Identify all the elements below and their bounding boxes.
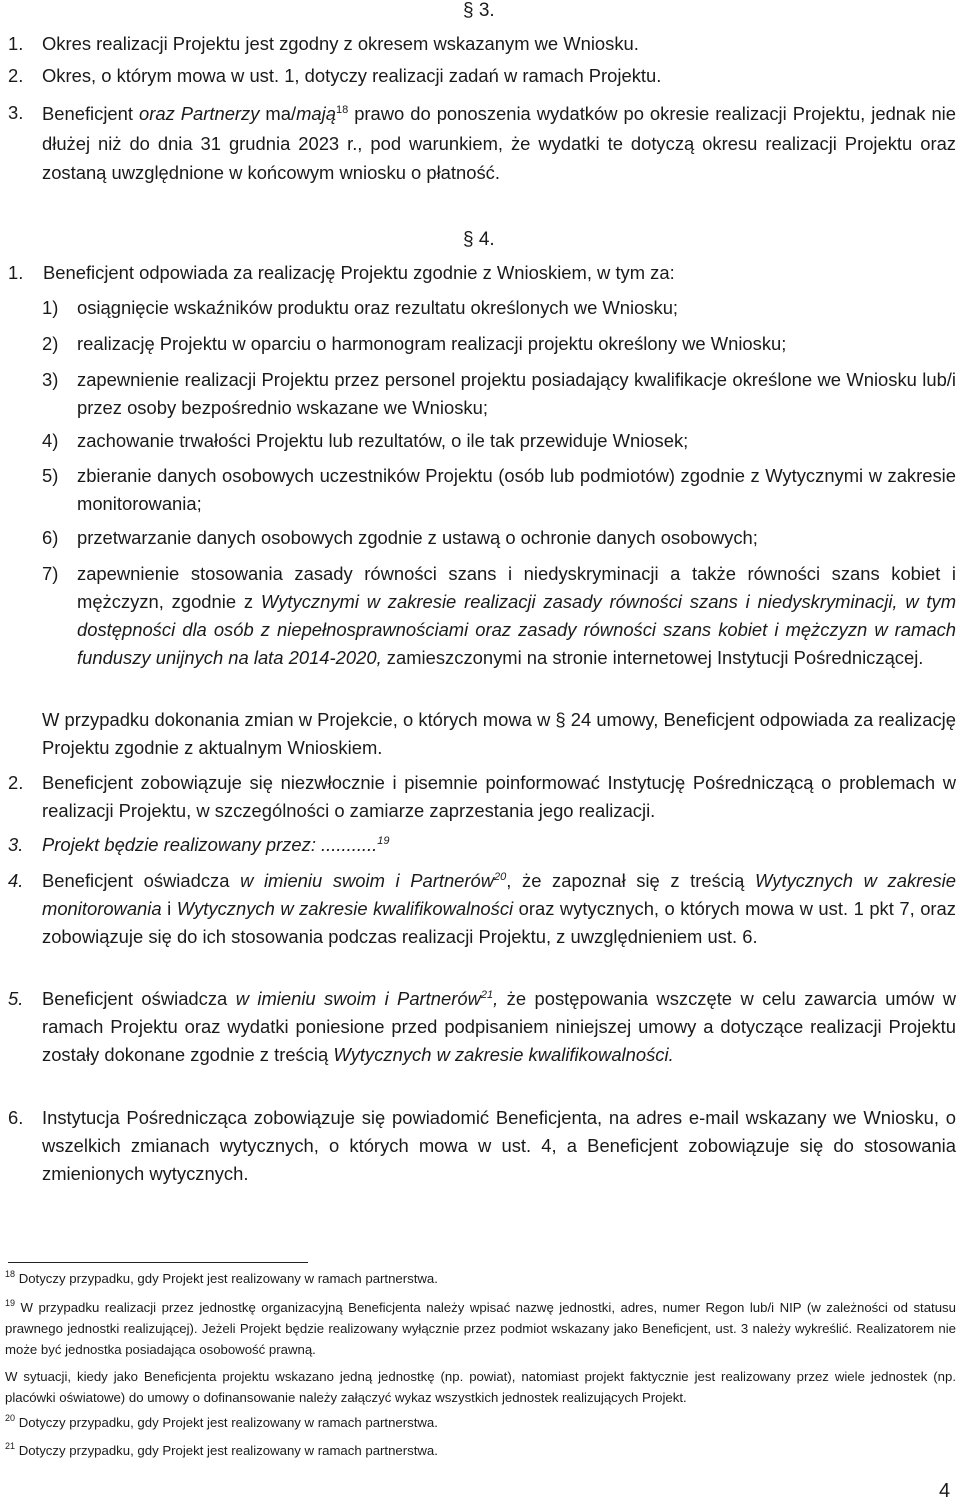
footnote-21: $^{21}$ Dotyczy przypadku, gdy Projekt jest realizowany w ramach partnerstwa. bbox=[5, 1441, 438, 1458]
s3-item-3 bbox=[8, 99, 956, 189]
s4-subitem-6-text: przetwarzanie danych osobowych zgodnie z ustawą o ochronie danych osobowych; bbox=[77, 527, 758, 548]
s4-item-1 bbox=[8, 259, 956, 287]
s4-item-6-text: Instytucja Pośrednicząca zobowiązuje się powiadomić Beneficjenta, na adres e-mail wskazany we Wniosku, o wszelkich zmianach wytycznych, o których mowa w ust. 4, a Beneficjent zobowiązuje się do stosowania zmienionych wytycznych. bbox=[42, 1107, 956, 1184]
footnote-19: $^{19}$ W przypadku realizacji przez jednostkę organizacyjną Beneficjenta należy wpisać nazwę jednostki, adres, numer Regon lub/i NIP (w zależności od statusu prawnego jednostki realizującej). Jeżeli Projekt będzie realizowany wyłącznie przez podmiot wskazany jako Beneficjent, ust. 3 należy wykreślić. Realizatorem nie może być jednostka posiadająca osobowość prawną. bbox=[5, 1298, 956, 1357]
section-4-heading: § 4. bbox=[463, 229, 495, 250]
footnote-separator bbox=[8, 1262, 308, 1263]
s4-subitem-7-text: zapewnienie stosowania zasady równości szans i niedyskryminacji a także równości szans kobiet i mężczyzn, zgodnie z Wytycznymi w zakresie realizacji zasady równości szans i niedyskryminacji, w tym dostępności dla osób z niepełnosprawnościami oraz zasady równości szans kobiet i mężczyzn w ramach funduszy unijnych na lata 2014-2020, zamieszczonymi na stronie internetowej Instytucji Pośredniczącej. bbox=[77, 563, 957, 668]
s3-item-1 bbox=[8, 30, 956, 58]
footnote-19-extra: W sytuacji, kiedy jako Beneficjenta projektu wskazano jedną jednostkę (np. powiat), natomiast projekt faktycznie jest realizowany przez wiele jednostek (np. placówki oświatowe) do umowy o dofinansowanie należy załączyć wykaz wszystkich jednostek realizujących Projekt. bbox=[5, 1369, 956, 1405]
s3-item-1-text: Okres realizacji Projektu jest zgodny z okresem wskazanym we Wniosku. bbox=[42, 33, 639, 54]
s4-item-1-num: 1. bbox=[8, 262, 24, 283]
page-number: 4 bbox=[939, 1480, 951, 1502]
s4-subitem-5-text: zbieranie danych osobowych uczestników Projektu (osób lub podmiotów) zgodnie z Wytycznymi w zakresie monitorowania; bbox=[77, 465, 956, 514]
footnote-ref-20[interactable]: 20 bbox=[494, 871, 507, 883]
section-3-heading: § 3. bbox=[463, 0, 495, 21]
s4-subitem-2-text: realizację Projektu w oparciu o harmonogram realizacji projektu określony we Wniosku; bbox=[77, 333, 787, 354]
s4-item-1-text: Beneficjent odpowiada za realizację Projektu zgodnie z Wnioskiem, w tym za: bbox=[43, 262, 675, 283]
footnote-ref-21[interactable]: 21 bbox=[480, 989, 494, 1001]
s4-subitem-4-text: zachowanie trwałości Projektu lub rezultatów, o ile tak przewiduje Wniosek; bbox=[77, 430, 689, 451]
s4-item-3-text: Projekt będzie realizowany przez: ...........$^{19}$ bbox=[42, 834, 390, 855]
footnote-ref-18[interactable]: 18 bbox=[335, 104, 349, 116]
s3-item-1-num: 1. bbox=[8, 33, 24, 54]
s4-item-1-closing: W przypadku dokonania zmian w Projekcie, o których mowa w § 24 umowy, Beneficjent odpowiada za realizację Projektu zgodnie z aktualnym Wnioskiem. bbox=[42, 709, 956, 758]
footnote-20: $^{20}$ Dotyczy przypadku, gdy Projekt jest realizowany w ramach partnerstwa. bbox=[5, 1413, 438, 1430]
s3-item-2-text: Okres, o którym mowa w ust. 1, dotyczy realizacji zadań w ramach Projektu. bbox=[42, 65, 662, 86]
s3-item-3-text: Beneficjent oraz Partnerzy ma/mają$^{18}$ prawo do ponoszenia wydatków po okresie realizacji Projektu, jednak nie dłużej niż do dnia 31 grudnia 2023 r., pod warunkiem, że wydatki te dotyczą okresu realizacji Projektu oraz zostaną uwzględnione w końcowym wniosku o płatność. bbox=[42, 103, 956, 183]
s4-subitem-3-text: zapewnienie realizacji Projektu przez personel projektu posiadający kwalifikacje określone we Wniosku lub/i przez osoby bezpośrednio wskazane we Wniosku; bbox=[77, 369, 956, 418]
document-page: § 3. 1. Okres realizacji Projektu jest zgodny z okresem wskazanym we Wniosku. 2. Okres, o którym mowa w ust. 1, dotyczy realizacji zadań w ramach Projektu. 3. Beneficjent oraz Partnerzy ma/mają$^{18}$ prawo do ponoszenia wydatków po okresie realizacji Projektu, jednak nie dłużej niż do dnia 31 grudnia 2023 r., pod warunkiem, że wydatki te dotyczą okresu realizacji Projektu oraz zostaną uwzględnione w końcowym wniosku o płatność. § 4. 1. Beneficjent odpowiada za realizację Projektu zgodnie z Wnioskiem, w tym za: 1) osiągnięcie wskaźników produktu oraz rezultatu określonych we Wniosku; 2) realizację Projektu w oparciu o harmonogram realizacji projektu określony we Wniosku; 3) zapewnienie realizacji Projektu przez personel projektu posiadający kwalifikacje określone we Wniosku lub/i przez osoby bezpośrednio wskazane we Wniosku; 4) zachowanie trwałości Projektu lub rezultatów, o ile tak przewiduje Wniosek; 5) zbieranie danych osobowych uczestników Projektu (osób lub podmiotów) zgodnie z Wytycznymi w zakresie monitorowania; 6) przetwarzanie danych osobowych zgodnie z ustawą o ochronie danych osobowych; 7) zapewnienie stosowania zasady równości szans i niedyskryminacji a także równości szans kobiet i mężczyzn, zgodnie z Wytycznymi w zakresie realizacji zasady równości szans i niedyskryminacji, w tym dostępności dla osób z niepełnosprawnościami oraz zasady równości szans kobiet i mężczyzn w ramach funduszy unijnych na lata 2014-2020, zamieszczonymi na stronie internetowej Instytucji Pośredniczącej. W przypadku dokonania zmian w Projekcie, o których mowa w § 24 umowy, Beneficjent odpowiada za realizację Projektu zgodnie z aktualnym Wnioskiem. 2. Beneficjent zobowiązuje się niezwłocznie i pisemnie poinformować Instytucję Pośredniczącą o problemach w realizacji Projektu, w szczególności o zamiarze zaprzestania jego realizacji. 3. Projekt będzie realizowany przez: ...........$^{19}$ 4. Beneficjent oświadcza w imieniu swoim i Partnerów$^{20}$, że zapoznał się z treścią Wytycznych w zakresie monitorowania i Wytycznych w zakresie kwalifikowalności oraz wytycznych, o których mowa w ust. 1 pkt 7, oraz zobowiązuje się do ich stosowania podczas realizacji Projektu, z uwzględnieniem ust. 6. 5. Beneficjent oświadcza w imieniu swoim i Partnerów$^{21}$, że postępowania wszczęte w celu zawarcia umów w ramach Projektu oraz wydatki poniesione przed podpisaniem niniejszej umowy a dotyczące realizacji Projektu zostały dokonane zgodnie z treścią Wytycznych w zakresie kwalifikowalności. 6. Instytucja Pośrednicząca zobowiązuje się powiadomić Beneficjenta, na adres e-mail wskazany we Wniosku, o wszelkich zmianach wytycznych, o których mowa w ust. 4, a Beneficjent zobowiązuje się do stosowania zmienionych wytycznych. $^{18}$ Dotyczy przypadku, gdy Projekt jest realizowany w ramach partnerstwa. $^{19}$ W przypadku realizacji przez jednostkę organizacyjną Beneficjenta należy wpisać nazwę jednostki, adres, numer Regon lub/i NIP (w zależności od statusu prawnego jednostki realizującej). Jeżeli Projekt będzie realizowany wyłącznie przez podmiot wskazany jako Beneficjent, ust. 3 należy wykreślić. Realizatorem nie może być jednostka posiadająca osobowość prawną. W sytuacji, kiedy jako Beneficjenta projektu wskazano jedną jednostkę (np. powiat), natomiast projekt faktycznie jest realizowany przez wiele jednostek (np. placówki oświatowe) do umowy o dofinansowanie należy załączyć wykaz wszystkich jednostek realizujących Projekt. $^{20}$ Dotyczy przypadku, gdy Projekt jest realizowany w ramach partnerstwa. $^{21}$ Dotyczy przypadku, gdy Projekt jest realizowany w ramach partnerstwa. 4 bbox=[5, 0, 957, 1502]
footnote-18: $^{18}$ Dotyczy przypadku, gdy Projekt jest realizowany w ramach partnerstwa. bbox=[5, 1269, 438, 1286]
footnote-ref-19[interactable]: 19 bbox=[377, 835, 390, 847]
s3-item-3-num: 3. bbox=[8, 102, 24, 123]
s4-item-2-text: Beneficjent zobowiązuje się niezwłocznie i pisemnie poinformować Instytucję Pośredniczącą o problemach w realizacji Projektu, w szczególności o zamiarze zaprzestania jego realizacji. bbox=[42, 772, 956, 821]
s4-item-4-text: Beneficjent oświadcza w imieniu swoim i Partnerów$^{20}$, że zapoznał się z treścią Wytycznych w zakresie monitorowania i Wytycznych w zakresie kwalifikowalności oraz wytycznych, o których mowa w ust. 1 pkt 7, oraz zobowiązuje się do ich stosowania podczas realizacji Projektu, z uwzględnieniem ust. 6. bbox=[42, 870, 956, 947]
s3-item-2-num: 2. bbox=[8, 65, 24, 86]
s4-item-5-text: Beneficjent oświadcza w imieniu swoim i Partnerów$^{21}$, że postępowania wszczęte w celu zawarcia umów w ramach Projektu oraz wydatki poniesione przed podpisaniem niniejszej umowy a dotyczące realizacji Projektu zostały dokonane zgodnie z treścią Wytycznych w zakresie kwalifikowalności. bbox=[42, 988, 957, 1065]
s3-item-2 bbox=[8, 62, 956, 90]
s4-subitem-1-text: osiągnięcie wskaźników produktu oraz rezultatu określonych we Wniosku; bbox=[77, 297, 679, 318]
